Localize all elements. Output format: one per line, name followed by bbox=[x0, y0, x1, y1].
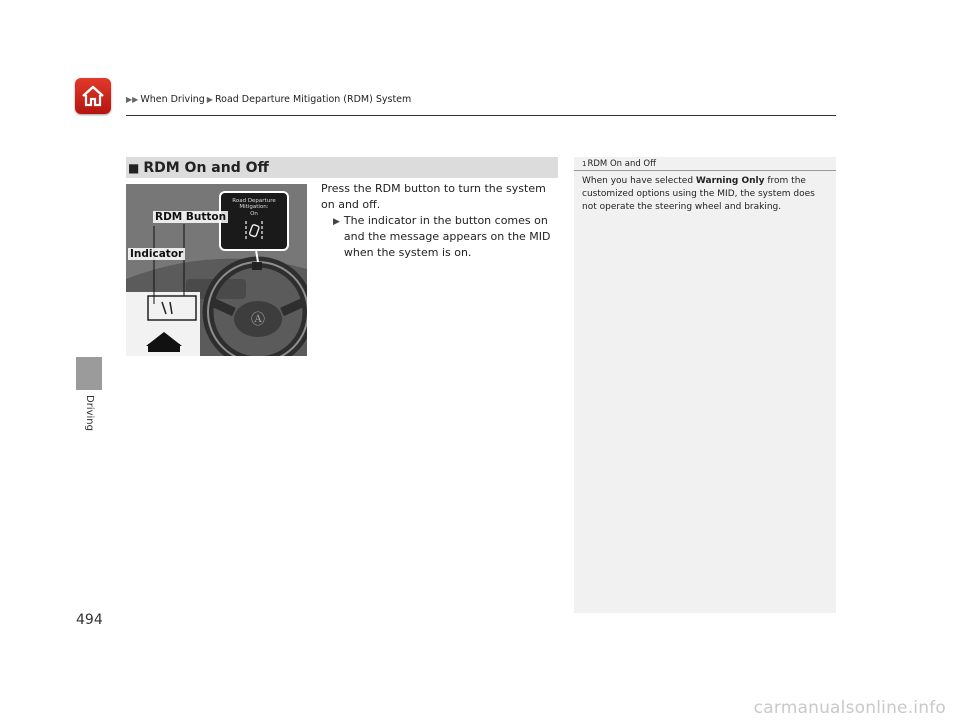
breadcrumb-item-rdm[interactable]: Road Departure Mitigation (RDM) System bbox=[214, 94, 412, 105]
svg-text:Ⓐ: Ⓐ bbox=[251, 312, 265, 328]
result-item bbox=[333, 213, 556, 261]
watermark: carmanualsonline.info bbox=[753, 698, 946, 718]
breadcrumb bbox=[126, 94, 411, 105]
home-icon bbox=[80, 84, 106, 108]
note-title-text: RDM On and Off bbox=[587, 159, 656, 169]
rdm-button-label: RDM Button bbox=[155, 211, 227, 223]
result-text: The indicator in the button comes on and the message appears on the MID when the system is on. bbox=[343, 214, 551, 259]
header-divider bbox=[126, 115, 836, 116]
home-button[interactable] bbox=[75, 78, 111, 114]
mid-display-line: On bbox=[250, 210, 258, 217]
chapter-tab-label: Driving bbox=[84, 395, 95, 431]
section-body bbox=[321, 181, 556, 261]
note-bold-option: Warning Only bbox=[695, 176, 765, 186]
section-marker: ■ bbox=[128, 160, 140, 175]
indicator-label: Indicator bbox=[130, 248, 184, 260]
section-title: RDM On and Off bbox=[143, 159, 269, 176]
note-text-before: When you have selected bbox=[582, 176, 696, 186]
note-icon: 1 bbox=[582, 160, 587, 168]
breadcrumb-arrow-icon: ▶▶ bbox=[126, 95, 139, 104]
mid-display-line: Road Departure bbox=[232, 198, 276, 204]
lane-car-icon bbox=[242, 219, 266, 241]
breadcrumb-item-when-driving[interactable]: When Driving bbox=[140, 94, 205, 105]
section-header bbox=[126, 157, 558, 178]
note-panel bbox=[574, 157, 836, 613]
breadcrumb-arrow-icon: ▶ bbox=[206, 95, 213, 104]
mid-display-line: Mitigation: bbox=[239, 204, 269, 211]
note-text-after: from the customized options using the MID, the system does not operate the steering wheel and braking. bbox=[582, 176, 815, 212]
rdm-illustration bbox=[126, 184, 307, 356]
note-title bbox=[574, 157, 836, 171]
mid-display-callout bbox=[219, 191, 289, 251]
note-body bbox=[582, 175, 830, 214]
chapter-tab[interactable] bbox=[76, 357, 102, 390]
page-number: 494 bbox=[76, 612, 103, 628]
arrow-icon: ▶ bbox=[333, 217, 340, 227]
instruction-text: Press the RDM button to turn the system on and off. bbox=[321, 182, 546, 211]
